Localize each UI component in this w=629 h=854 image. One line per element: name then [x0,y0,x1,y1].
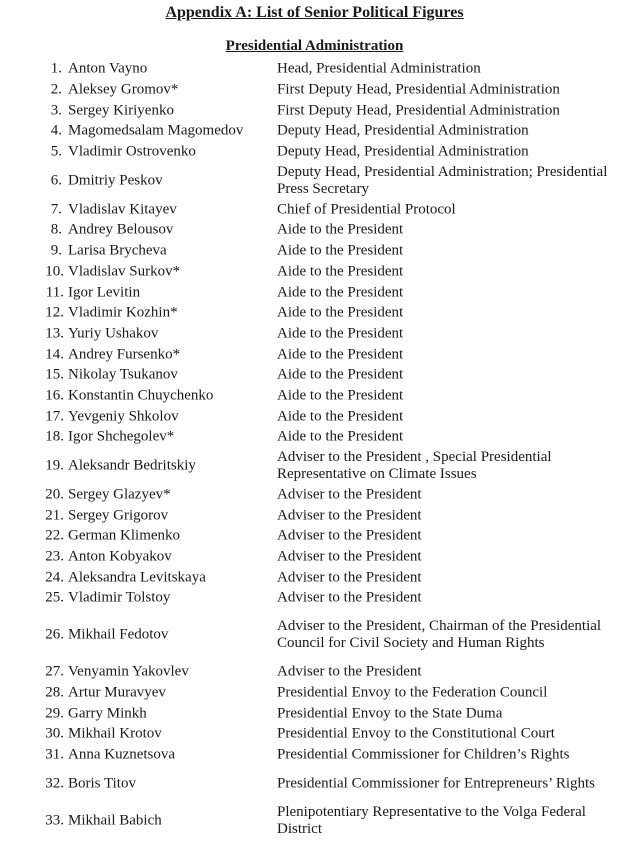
entry-name: Sergey Kiriyenko [68,102,174,119]
entry-number: 7. [50,201,62,218]
entry-number: 22. [45,527,64,544]
list-item [0,220,629,241]
officials-list [0,59,629,839]
entry-number: 32. [45,775,64,792]
entry-number: 1. [50,60,62,77]
entry-name: Aleksandra Levitskaya [68,569,206,586]
entry-title: Presidential Envoy to the Federation Council [277,684,548,701]
entry-name: Artur Muravyev [68,684,166,701]
entry-name: Aleksandr Bedritskiy [68,457,196,474]
entry-name: Yuriy Ushakov [68,325,159,342]
entry-title: Aide to the President [277,387,404,404]
entry-number: 3. [50,102,62,119]
entry-title: Deputy Head, Presidential Administration [277,122,529,139]
list-item [0,505,629,526]
entry-title: Chief of Presidential Protocol [277,201,456,218]
entry-number: 11. [45,284,64,301]
list-item [0,59,629,80]
entry-title: Adviser to the President [277,507,422,524]
entry-title: Aide to the President [277,408,404,425]
entry-title: Adviser to the President, Chairman of the Presidential Council for Civil Society and Human Rights [277,618,602,652]
entry-title: Deputy Head, Presidential Administration; Presidential Press Secretary [277,163,608,197]
entry-name: German Klimenko [68,527,181,544]
entry-title: Aide to the President [277,366,404,383]
entry-number: 25. [45,589,64,606]
entry-name: Anton Vayno [68,60,148,77]
entry-name: Larisa Brycheva [68,242,167,259]
entry-number: 27. [45,663,64,680]
entry-name: Igor Shchegolev* [68,428,175,445]
entry-number: 21. [45,507,64,524]
list-item [0,745,629,766]
entry-title: First Deputy Head, Presidential Administration [277,81,560,98]
entry-title: Aide to the President [277,242,404,259]
entry-number: 30. [45,725,64,742]
list-item [0,241,629,262]
page-title: Appendix A: List of Senior Political Figures [165,4,464,21]
list-item [0,609,629,662]
entry-title: Aide to the President [277,428,404,445]
list-item [0,448,629,485]
list-item [0,427,629,448]
entry-name: Vladimir Ostrovenko [68,143,196,160]
entry-number: 28. [45,684,64,701]
entry-number: 8. [50,221,62,238]
entry-title: Adviser to the President [277,527,422,544]
entry-name: Sergey Grigorov [68,507,169,524]
entry-name: Vladislav Kitayev [68,201,177,218]
list-item [0,303,629,324]
entry-number: 9. [50,242,62,259]
entry-title: Head, Presidential Administration [277,60,481,77]
entry-name: Boris Titov [68,775,136,792]
entry-number: 31. [45,746,64,763]
list-item [0,547,629,568]
entry-name: Yevgeniy Shkolov [68,408,179,425]
list-item [0,526,629,547]
entry-title: Adviser to the President , Special Presidential Representative on Climate Issues [277,449,552,483]
entry-title: Presidential Commissioner for Entrepreneurs’ Rights [277,775,595,792]
entry-number: 5. [50,143,62,160]
entry-number: 14. [45,346,64,363]
list-item [0,683,629,704]
list-item [0,324,629,345]
entry-name: Andrey Belousov [68,221,174,238]
entry-number: 29. [45,705,64,722]
entry-number: 4. [50,122,62,139]
entry-name: Igor Levitin [68,284,141,301]
entry-number: 17. [45,408,64,425]
list-item [0,142,629,163]
entry-title: Aide to the President [277,284,404,301]
entry-number: 10. [45,263,64,280]
entry-title: Presidential Envoy to the Constitutional Court [277,725,555,742]
entry-name: Aleksey Gromov* [68,81,179,98]
list-item [0,80,629,101]
entry-name: Andrey Fursenko* [68,346,181,363]
entry-number: 26. [45,626,64,643]
list-item [0,567,629,588]
entry-name: Mikhail Babich [68,812,162,829]
entry-number: 16. [45,387,64,404]
list-item [0,588,629,609]
entry-title: Plenipotentiary Representative to the Volga Federal District [277,803,586,837]
entry-name: Vladislav Surkov* [68,263,181,280]
entry-name: Vladimir Tolstoy [68,589,171,606]
entry-name: Magomedsalam Magomedov [68,122,244,139]
entry-name: Vladimir Kozhin* [68,304,178,321]
entry-title: Adviser to the President [277,486,422,503]
entry-number: 18. [45,428,64,445]
list-item [0,121,629,142]
entry-title: Adviser to the President [277,548,422,565]
entry-title: Adviser to the President [277,589,422,606]
entry-name: Nikolay Tsukanov [68,366,178,383]
entry-title: Aide to the President [277,325,404,342]
entry-title: Adviser to the President [277,663,422,680]
entry-title: Adviser to the President [277,569,422,586]
entry-number: 23. [45,548,64,565]
entry-title: Presidential Commissioner for Children’s Rights [277,746,570,763]
entry-number: 13. [45,325,64,342]
section-title: Presidential Administration [225,38,404,54]
entry-title: Aide to the President [277,304,404,321]
entry-name: Konstantin Chuychenko [68,387,214,404]
entry-title: First Deputy Head, Presidential Administration [277,102,560,119]
list-item [0,262,629,283]
entry-name: Mikhail Fedotov [68,626,169,643]
list-item [0,765,629,802]
list-item [0,100,629,121]
list-item [0,406,629,427]
entry-number: 20. [45,486,64,503]
list-item [0,485,629,506]
entry-title: Deputy Head, Presidential Administration [277,143,529,160]
list-item [0,703,629,724]
entry-title: Aide to the President [277,221,404,238]
entry-number: 24. [45,569,64,586]
entry-title: Aide to the President [277,346,404,363]
list-item [0,386,629,407]
entry-name: Dmitriy Peskov [68,172,163,189]
list-item [0,802,629,839]
entry-name: Anton Kobyakov [68,548,172,565]
entry-number: 2. [50,81,62,98]
entry-number: 12. [45,304,64,321]
list-item [0,282,629,303]
entry-number: 33. [45,812,64,829]
list-item [0,344,629,365]
entry-name: Anna Kuznetsova [68,746,176,763]
entry-number: 15. [45,366,64,383]
list-item [0,199,629,220]
list-item [0,662,629,683]
list-item [0,162,629,199]
entry-number: 6. [50,172,62,189]
list-item [0,724,629,745]
entry-number: 19. [45,457,64,474]
entry-name: Garry Minkh [68,705,147,722]
entry-name: Sergey Glazyev* [68,486,171,503]
entry-name: Mikhail Krotov [68,725,162,742]
list-item [0,365,629,386]
entry-title: Aide to the President [277,263,404,280]
entry-title: Presidential Envoy to the State Duma [277,705,503,722]
entry-name: Venyamin Yakovlev [68,663,189,680]
